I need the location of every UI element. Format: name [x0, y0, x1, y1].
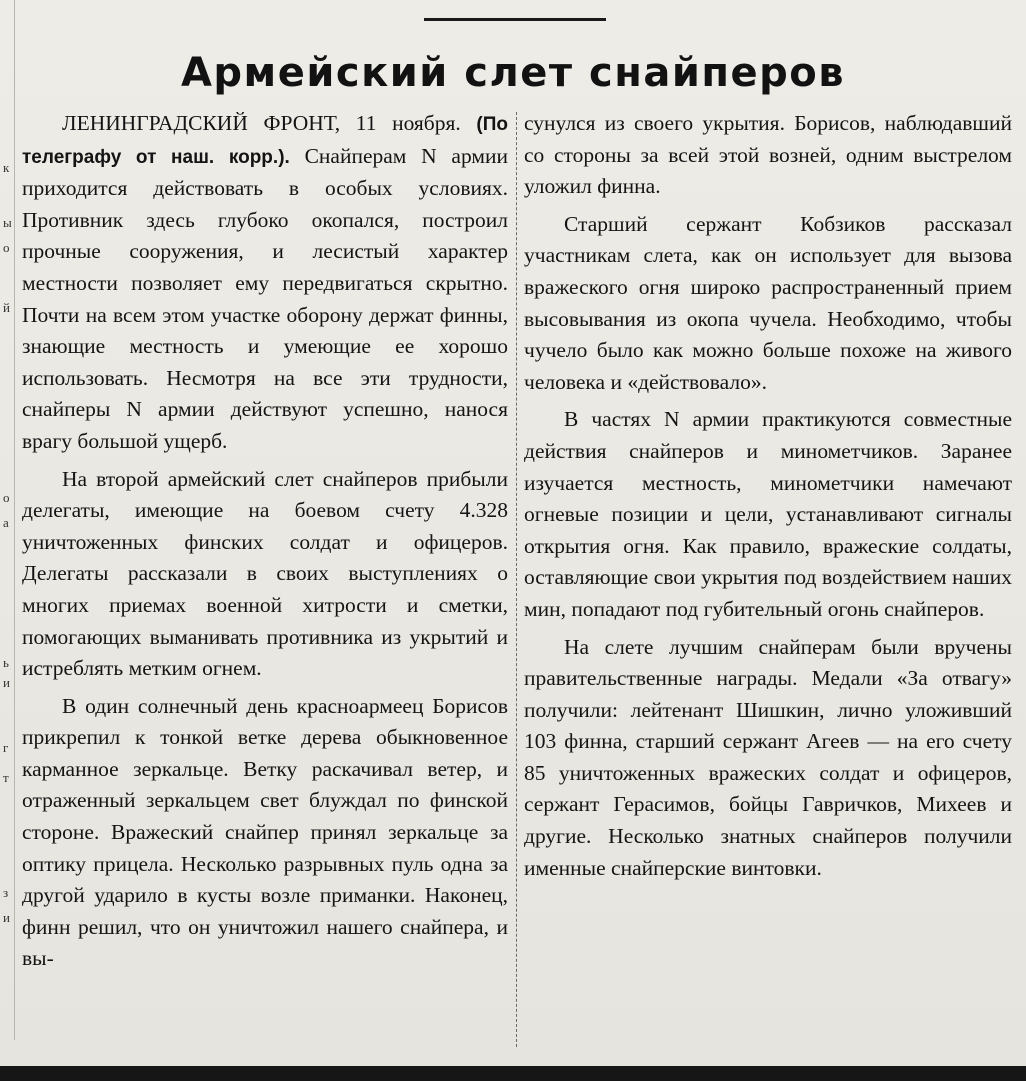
margin-fragment: ь — [3, 655, 9, 670]
margin-fragment: и — [3, 910, 10, 925]
article-column-right — [524, 108, 1012, 884]
margin-fragment: г — [3, 740, 9, 755]
article-paragraph: На второй армейский слет снайперов прибыли делегаты, имеющие на боевом счету 4.328 уничтоженных финских солдат и офицеров. Делегаты рассказали в своих выступлениях о многих приемах военной хитрости и сметки, помогающих выманивать противника из укрытий и истреблять метким огнем. — [22, 466, 508, 681]
margin-fragment: о — [3, 240, 10, 255]
article-paragraph: сунулся из своего укрытия. Борисов, наблюдавший со стороны за всей этой возней, одним выстрелом уложил финна. — [524, 111, 1012, 199]
paragraph-text: Снайперам N армии приходится действовать в особых условиях. Противник здесь глубоко окопался, построил прочные сооружения, и лесистый характер местности позволяет ему передвигаться скрытно. Почти на всем этом участке оборону держат финны, знающие местность и умеющие ее хорошо использовать. Несмотря на все эти трудности, снайперы N армии действуют успешно, нанося врагу большой ущерб. — [22, 143, 509, 453]
article-paragraph: В частях N армии практикуются совместные действия снайперов и минометчиков. Заранее изучается местность, минометчики намечают огневые позиции и цели, устанавливают сигналы открытия огня. Как правило, вражеские солдаты, оставляющие свои укрытия под воздействием наших мин, попадают под губительный огонь снайперов. — [524, 407, 1012, 621]
margin-fragment: ы — [3, 215, 12, 230]
article-headline: Армейский слет снайперов — [180, 50, 846, 96]
margin-fragment: и — [3, 675, 10, 690]
margin-fragment: о — [3, 490, 10, 505]
margin-fragment: й — [3, 300, 10, 315]
byline: (По телеграфу от наш. корр.). — [22, 114, 508, 168]
column-divider — [516, 112, 517, 1047]
article-paragraph — [22, 108, 508, 458]
article-paragraph: Старший сержант Кобзиков рассказал участникам слета, как он использует для вызова вражеского огня широко распространенный прием высовывания из окопа чучела. Необходимо, чтобы чучело было как можно больше похоже на живого человека и «действовало». — [524, 211, 1012, 394]
top-rule — [424, 18, 606, 21]
article-column-left — [22, 108, 508, 975]
article-paragraph: На слете лучшим снайперам были вручены правительственные награды. Медали «За отвагу» получили: лейтенант Шишкин, лично уложивший 103 финна, старший сержант Агеев — на его счету 85 уничтоженных вражеских солдат и офицеров, сержант Герасимов, бойцы Гавричков, Михеев и другие. Несколько знатных снайперов получили именные снайперские винтовки. — [524, 634, 1012, 880]
margin-fragment: т — [3, 770, 9, 785]
margin-fragment: к — [3, 160, 10, 175]
margin-fragment: з — [3, 885, 9, 900]
margin-fragment: а — [3, 515, 9, 530]
dateline: ЛЕНИНГРАДСКИЙ ФРОНТ, 11 ноября. — [62, 111, 461, 135]
page-bottom-edge — [0, 1066, 1026, 1081]
adjacent-column-edge — [0, 0, 15, 1040]
article-paragraph: В один солнечный день красноармеец Борисов прикрепил к тонкой ветке дерева обыкновенное карманное зеркальце. Ветку раскачивал ветер, и отраженный зеркальцем свет блуждал по финской стороне. Вражеский снайпер принял зеркальце за оптику прицела. Несколько разрывных пуль одна за другой ударило в кусты возле приманки. Наконец, финн решил, что он уничтожил нашего снайпера, и вы- — [22, 693, 508, 971]
